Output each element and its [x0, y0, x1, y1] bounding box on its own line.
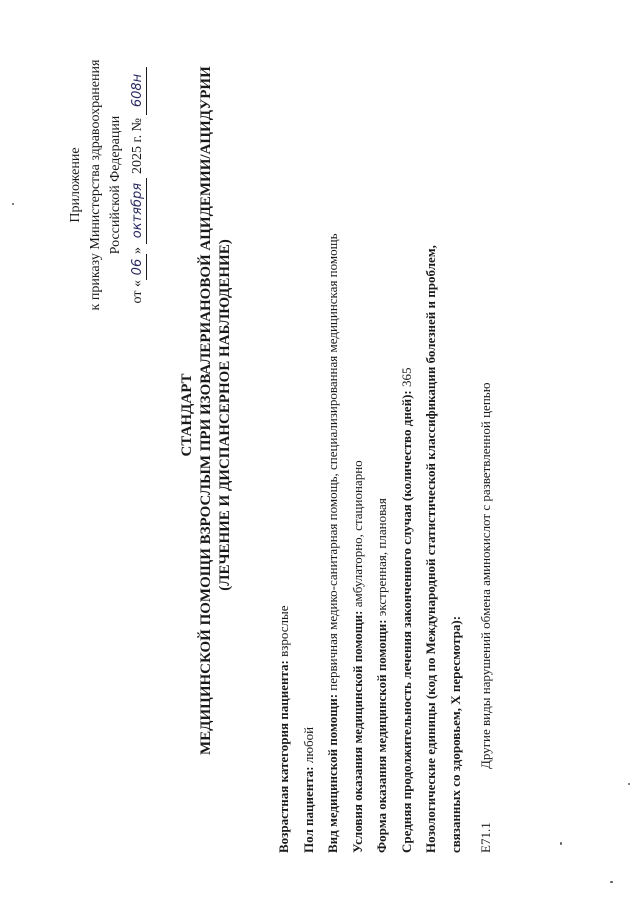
- date-mid: »: [130, 247, 145, 255]
- param-value: 365: [398, 367, 414, 391]
- handwritten-day: 06: [130, 254, 147, 280]
- document-title: [178, 66, 235, 755]
- param-value: амбулаторно, стационарно: [349, 460, 365, 611]
- param-value: взрослые: [276, 605, 291, 661]
- appendix-order-line: к приказу Министерства здравоохранения: [88, 59, 103, 311]
- title-standard: СТАНДАРТ: [179, 373, 195, 457]
- param-nosology-heading-cont: [444, 13, 469, 853]
- param-care-type: [321, 13, 346, 853]
- scan-speck: [12, 203, 14, 205]
- param-label: Нозологические единицы (код по Международной статистической классификации болезней и проблем,: [423, 245, 438, 853]
- param-label: Пол пациента:: [300, 766, 316, 853]
- handwritten-month: октября: [130, 178, 147, 244]
- appendix-ministry-line: Российской Федерации: [108, 115, 123, 255]
- standard-parameters: [272, 13, 468, 853]
- param-label: Вид медицинской помощи:: [325, 693, 340, 853]
- nosology-codes: [476, 13, 496, 853]
- code-row: [476, 13, 496, 853]
- param-care-conditions: [346, 13, 371, 853]
- param-nosology-heading: [419, 13, 444, 853]
- param-label: связанных со здоровьем, X пересмотра):: [447, 615, 463, 853]
- appendix-header: [66, 55, 148, 315]
- param-value: экстренная, плановая: [374, 498, 389, 620]
- order-date-line: [128, 55, 148, 315]
- param-label: Форма оказания медицинской помощи:: [374, 619, 389, 853]
- param-age-category: [272, 13, 297, 853]
- scan-speck: [560, 842, 562, 845]
- param-care-form: [370, 13, 395, 853]
- param-duration: [395, 13, 420, 853]
- scan-speck: [610, 881, 613, 883]
- param-value: первичная медико-санитарная помощь, специализированная медицинская помощь: [325, 233, 340, 694]
- handwritten-order-number: 608н: [130, 67, 147, 115]
- appendix-title: Приложение: [68, 147, 83, 223]
- year-text: 2025 г. №: [130, 118, 145, 175]
- date-prefix: от «: [130, 280, 145, 304]
- icd-name: Другие виды нарушений обмена аминокислот с разветвленной цепью: [478, 382, 493, 769]
- param-label: Возрастная категория пациента:: [276, 660, 291, 853]
- icd-code: E71.1: [478, 822, 493, 853]
- param-value: любой: [300, 726, 316, 767]
- param-sex: [297, 13, 322, 853]
- scan-speck: [628, 783, 630, 785]
- title-subtitle: (ЛЕЧЕНИЕ И ДИСПАНСЕРНОЕ НАБЛЮДЕНИЕ): [217, 239, 233, 591]
- param-label: Средняя продолжительность лечения законченного случая (количество дней):: [398, 390, 414, 853]
- title-main: МЕДИЦИНСКОЙ ПОМОЩИ ВЗРОСЛЫМ ПРИ ИЗОВАЛЕРИАНОВОЙ АЦИДЕМИИ/АЦИДУРИИ: [198, 66, 214, 755]
- param-label: Условия оказания медицинской помощи:: [349, 610, 365, 853]
